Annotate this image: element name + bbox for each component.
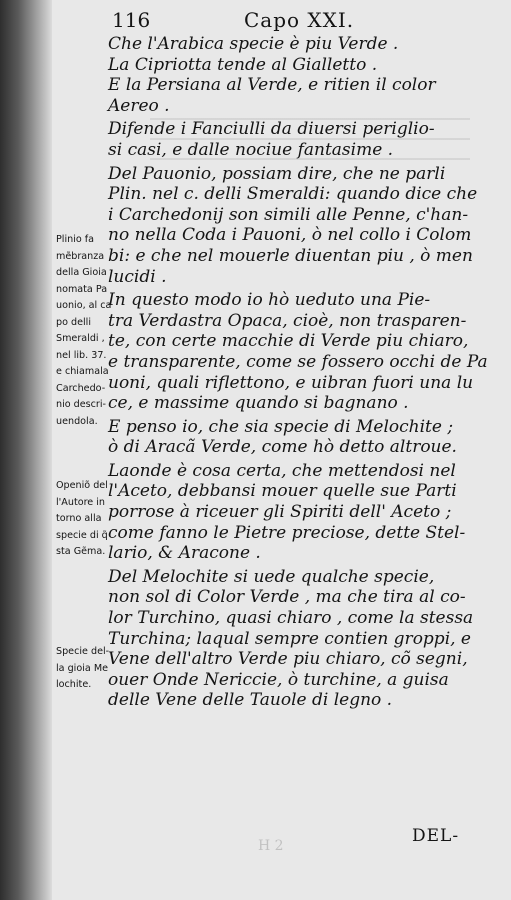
text-line: Del Pauonio, possiam dire, che ne parli [108, 163, 446, 184]
text-line: lucidi . [108, 266, 167, 287]
note-line: specie di q̃ [56, 529, 108, 541]
text-line: tra Verdastra Opaca, cioè, non trasparen- [108, 310, 467, 331]
note-line: mẽbranza [56, 250, 105, 262]
note-line: Smeraldi , [56, 333, 105, 344]
text-line: te, con certe macchie di Verde piu chiaro, [108, 331, 469, 352]
marginal-note-author-opinion [56, 478, 106, 561]
text-line: In questo modo io hò ueduto una Pie- [108, 290, 431, 311]
text-line: ouer Onde Nericcie, ò turchine, a guisa [108, 669, 449, 690]
note-line: po delli [56, 316, 91, 328]
main-text [108, 34, 500, 711]
note-line: lochite. [56, 679, 92, 690]
text-line: lor Turchino, quasi chiaro , come la stessa [108, 608, 474, 629]
text-line: Laonde è cosa certa, che mettendosi nel [108, 460, 456, 481]
note-line: Specie del- [56, 646, 110, 657]
page-gutter-shadow [0, 0, 52, 900]
text-line: porrose à riceuer gli Spiriti dell' Aceto ; [108, 502, 452, 523]
note-line: e chiamala [56, 366, 109, 377]
text-line: si casi, e dalle nociue fantasime . [108, 139, 394, 160]
text-line: Del Melochite si uede qualche specie, [108, 566, 435, 587]
text-line: Turchina; laqual sempre contien groppi, e [108, 628, 471, 649]
text-line: ò di Aracã Verde, come hò detto altroue. [108, 437, 457, 458]
text-line: Plin. nel c. delli Smeraldi: quando dice che [108, 184, 478, 205]
note-line: la gioia Me [56, 662, 108, 674]
text-line: no nella Coda i Pauoni, ò nel collo i Colom [108, 225, 472, 246]
text-line: non sol di Color Verde , ma che tira al co- [108, 587, 466, 608]
page-header [112, 6, 402, 32]
text-line: come fanno le Pietre preciose, dette Stel- [108, 522, 466, 543]
running-head: Capo XXI. [244, 8, 355, 32]
note-line: sta Gẽma. [56, 546, 106, 557]
note-line: nomata Pa [56, 283, 108, 295]
marginal-note-pavonio [56, 232, 112, 430]
text-line: bi: e che nel mouerle diuentan piu , ò men [108, 245, 473, 266]
note-line: Openiõ del [56, 480, 108, 491]
text-line: La Cipriotta tende al Gialletto . [108, 54, 378, 75]
note-line: Carchedo- [56, 382, 106, 394]
text-line: lario, & Aracone . [108, 543, 261, 564]
text-line: Vene dell'altro Verde piu chiaro, cõ segni, [108, 649, 468, 670]
note-line: l'Autore in [56, 496, 106, 508]
text-line: ce, e massime quando si bagnano . [108, 393, 409, 414]
show-through-signature: H 2 [258, 838, 284, 854]
page-number: 116 [112, 8, 151, 32]
note-line: nio descri- [56, 399, 107, 410]
text-line: l'Aceto, debbansi mouer quelle sue Parti [108, 481, 457, 502]
marginal-note-melochite [56, 644, 110, 694]
note-line: torno alla [56, 513, 102, 524]
catchword: DEL- [412, 826, 460, 846]
note-line: della Gioia [56, 267, 107, 278]
text-line: uoni, quali riflettono, e uibran fuori una lu [108, 372, 474, 393]
text-line: Che l'Arabica specie è piu Verde . [108, 34, 399, 54]
text-line: E penso io, che sia specie di Melochite ; [108, 416, 454, 437]
text-line: E la Persiana al Verde, e ritien il color [108, 75, 436, 96]
text-line: Aereo . [108, 95, 170, 116]
note-line: uonio, al ca [56, 300, 112, 311]
note-line: uendola. [56, 415, 98, 427]
text-line: e transparente, come se fossero occhi de Pa [108, 351, 488, 372]
text-line: Difende i Fanciulli da diuersi periglio- [108, 119, 435, 140]
note-line: nel lib. 37. [56, 349, 107, 361]
text-line: delle Vene delle Tauole di legno . [108, 690, 393, 711]
text-line: i Carchedonij son simili alle Penne, c'han- [108, 204, 469, 225]
note-line: Plinio fa [56, 234, 95, 245]
